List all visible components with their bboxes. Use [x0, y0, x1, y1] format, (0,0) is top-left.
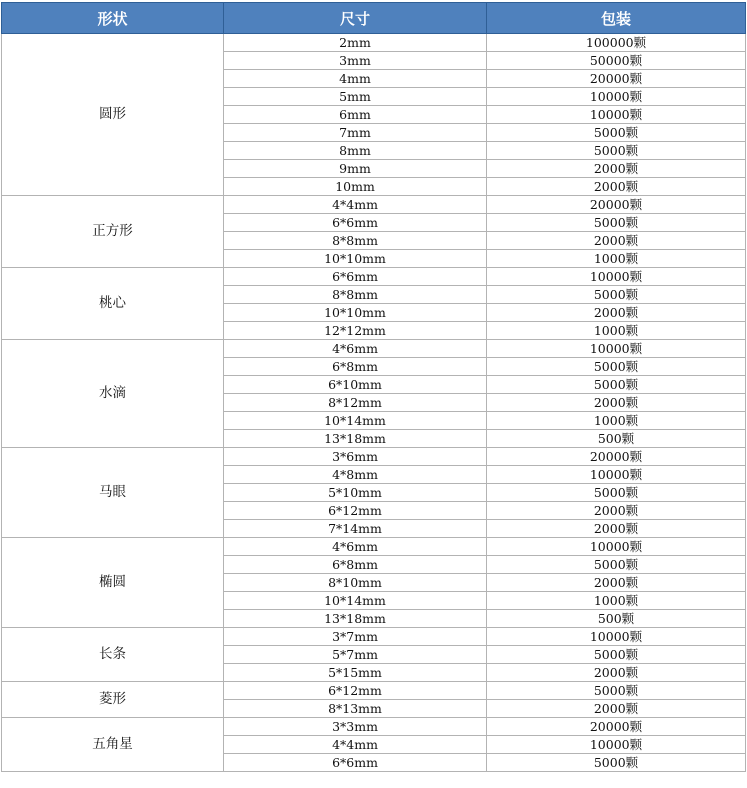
size-cell: 10*14mm — [224, 592, 487, 610]
pack-cell: 10000颗 — [487, 736, 746, 754]
size-cell: 3*6mm — [224, 448, 487, 466]
size-cell: 3*7mm — [224, 628, 487, 646]
header-row — [2, 3, 746, 34]
header-shape: 形状 — [2, 3, 224, 34]
header-pack: 包装 — [487, 3, 746, 34]
pack-cell: 20000颗 — [487, 196, 746, 214]
table-row — [2, 340, 746, 358]
size-cell: 6mm — [224, 106, 487, 124]
pack-cell: 10000颗 — [487, 106, 746, 124]
pack-cell: 10000颗 — [487, 268, 746, 286]
pack-cell: 2000颗 — [487, 232, 746, 250]
table-row — [2, 448, 746, 466]
size-cell: 6*10mm — [224, 376, 487, 394]
pack-cell: 5000颗 — [487, 142, 746, 160]
spec-table — [1, 2, 746, 772]
size-cell: 8mm — [224, 142, 487, 160]
pack-cell: 2000颗 — [487, 178, 746, 196]
table-row — [2, 34, 746, 52]
size-cell: 6*6mm — [224, 268, 487, 286]
size-cell: 10*10mm — [224, 304, 487, 322]
size-cell: 8*10mm — [224, 574, 487, 592]
size-cell: 6*6mm — [224, 214, 487, 232]
size-cell: 5*15mm — [224, 664, 487, 682]
shape-cell: 水滴 — [2, 340, 224, 448]
pack-cell: 2000颗 — [487, 502, 746, 520]
pack-cell: 1000颗 — [487, 412, 746, 430]
size-cell: 4*6mm — [224, 538, 487, 556]
table-row — [2, 628, 746, 646]
size-cell: 6*8mm — [224, 358, 487, 376]
size-cell: 7*14mm — [224, 520, 487, 538]
size-cell: 13*18mm — [224, 610, 487, 628]
size-cell: 12*12mm — [224, 322, 487, 340]
pack-cell: 5000颗 — [487, 556, 746, 574]
pack-cell: 2000颗 — [487, 700, 746, 718]
pack-cell: 5000颗 — [487, 124, 746, 142]
pack-cell: 2000颗 — [487, 574, 746, 592]
size-cell: 3mm — [224, 52, 487, 70]
size-cell: 4*4mm — [224, 736, 487, 754]
size-cell: 10mm — [224, 178, 487, 196]
pack-cell: 5000颗 — [487, 646, 746, 664]
pack-cell: 20000颗 — [487, 70, 746, 88]
pack-cell: 1000颗 — [487, 592, 746, 610]
pack-cell: 2000颗 — [487, 304, 746, 322]
pack-cell: 5000颗 — [487, 682, 746, 700]
size-cell: 4*8mm — [224, 466, 487, 484]
shape-cell: 椭圆 — [2, 538, 224, 628]
shape-cell: 正方形 — [2, 196, 224, 268]
pack-cell: 2000颗 — [487, 160, 746, 178]
size-cell: 13*18mm — [224, 430, 487, 448]
pack-cell: 2000颗 — [487, 520, 746, 538]
size-cell: 6*12mm — [224, 502, 487, 520]
size-cell: 8*13mm — [224, 700, 487, 718]
spec-table-container — [1, 2, 745, 772]
pack-cell: 5000颗 — [487, 358, 746, 376]
size-cell: 6*8mm — [224, 556, 487, 574]
pack-cell: 10000颗 — [487, 340, 746, 358]
size-cell: 5*10mm — [224, 484, 487, 502]
pack-cell: 10000颗 — [487, 88, 746, 106]
table-body — [2, 34, 746, 772]
size-cell: 6*12mm — [224, 682, 487, 700]
table-row — [2, 538, 746, 556]
pack-cell: 2000颗 — [487, 664, 746, 682]
size-cell: 5mm — [224, 88, 487, 106]
shape-cell: 五角星 — [2, 718, 224, 772]
pack-cell: 10000颗 — [487, 466, 746, 484]
pack-cell: 5000颗 — [487, 214, 746, 232]
size-cell: 4*4mm — [224, 196, 487, 214]
size-cell: 3*3mm — [224, 718, 487, 736]
shape-cell: 圆形 — [2, 34, 224, 196]
table-row — [2, 682, 746, 700]
header-size: 尺寸 — [224, 3, 487, 34]
pack-cell: 10000颗 — [487, 628, 746, 646]
pack-cell: 5000颗 — [487, 376, 746, 394]
size-cell: 2mm — [224, 34, 487, 52]
pack-cell: 2000颗 — [487, 394, 746, 412]
pack-cell: 1000颗 — [487, 250, 746, 268]
pack-cell: 1000颗 — [487, 322, 746, 340]
size-cell: 8*8mm — [224, 286, 487, 304]
shape-cell: 菱形 — [2, 682, 224, 718]
size-cell: 4mm — [224, 70, 487, 88]
table-row — [2, 268, 746, 286]
pack-cell: 500颗 — [487, 610, 746, 628]
pack-cell: 5000颗 — [487, 754, 746, 772]
pack-cell: 5000颗 — [487, 484, 746, 502]
pack-cell: 10000颗 — [487, 538, 746, 556]
size-cell: 10*14mm — [224, 412, 487, 430]
size-cell: 10*10mm — [224, 250, 487, 268]
shape-cell: 马眼 — [2, 448, 224, 538]
size-cell: 9mm — [224, 160, 487, 178]
pack-cell: 20000颗 — [487, 448, 746, 466]
size-cell: 8*8mm — [224, 232, 487, 250]
pack-cell: 500颗 — [487, 430, 746, 448]
pack-cell: 50000颗 — [487, 52, 746, 70]
size-cell: 8*12mm — [224, 394, 487, 412]
size-cell: 6*6mm — [224, 754, 487, 772]
pack-cell: 5000颗 — [487, 286, 746, 304]
table-row — [2, 196, 746, 214]
size-cell: 4*6mm — [224, 340, 487, 358]
shape-cell: 桃心 — [2, 268, 224, 340]
size-cell: 7mm — [224, 124, 487, 142]
size-cell: 5*7mm — [224, 646, 487, 664]
shape-cell: 长条 — [2, 628, 224, 682]
pack-cell: 20000颗 — [487, 718, 746, 736]
pack-cell: 100000颗 — [487, 34, 746, 52]
table-row — [2, 718, 746, 736]
